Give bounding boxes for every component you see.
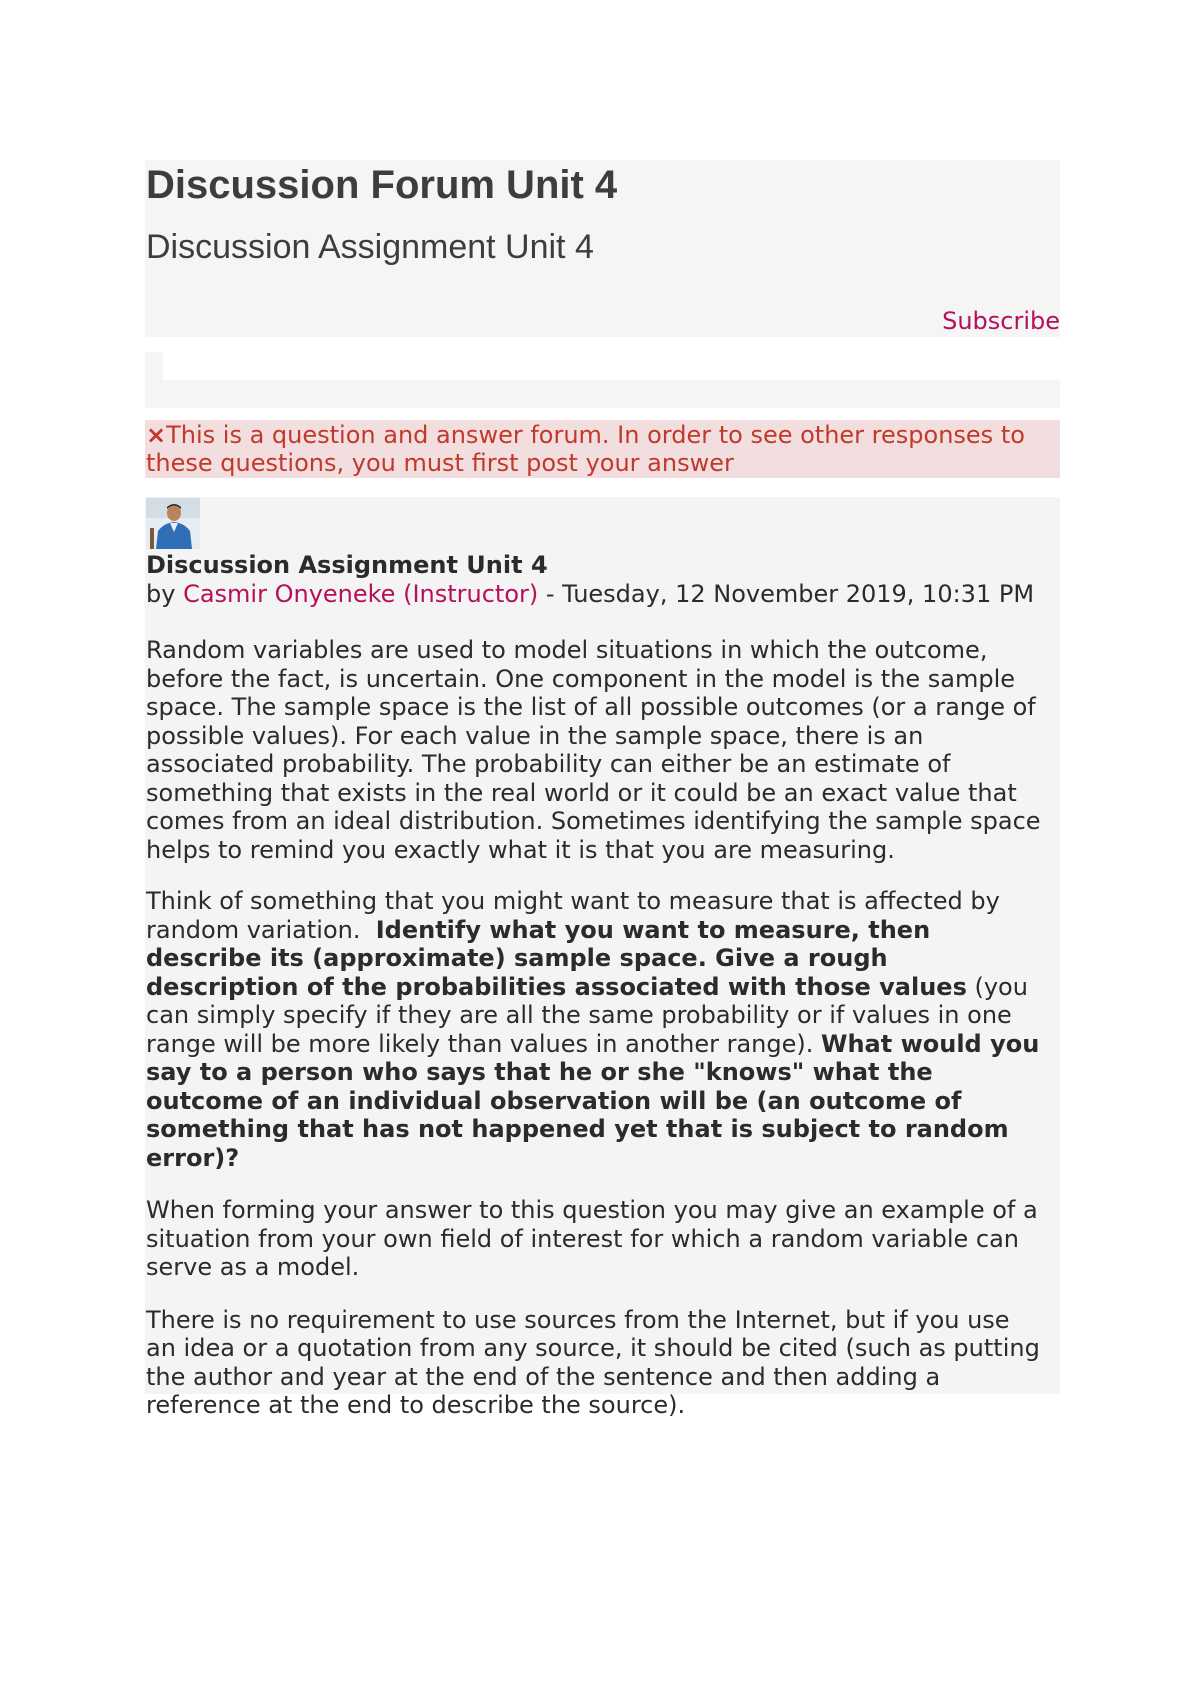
post-paragraph-1: Random variables are used to model situations in which the outcome, before the fact, is uncertain. One component in the model is the sample space. The sample space is the list of all possible outcomes (or a range of possible values). For each value in the sample space, there is an associated probability. The probability can either be an estimate of something that exists in the real world or it could be an exact value that comes from an ideal distribution. Sometimes identifying the sample space helps to remind you exactly what it is that you are measuring. — [146, 636, 1041, 864]
page-title: Discussion Forum Unit 4 — [146, 163, 618, 207]
alert-text: This is a question and answer forum. In order to see other responses to these questions, you must first post your answer — [146, 421, 1025, 477]
post-body — [146, 636, 1060, 1420]
author-link[interactable]: Casmir Onyeneke (Instructor) — [183, 580, 539, 608]
toolbar-strip — [145, 380, 1060, 408]
toolbar-tab — [145, 352, 163, 380]
paragraph-2-bold-1: Identify what you want to measure, then describe its (approximate) sample space. Give a rough description of the probabilities associated with those values — [146, 915, 967, 1001]
by-label: by — [146, 580, 176, 608]
post-byline — [146, 580, 1060, 608]
paragraph-2-text-2: (you can simply specify if they are all the same probability or if values in one range will be more likely than values in another range). — [146, 972, 1036, 1058]
qa-forum-alert — [145, 420, 1060, 478]
discussion-post — [145, 497, 1060, 1419]
post-paragraph-4: There is no requirement to use sources from the Internet, but if you use an idea or a quotation from any source, it should be cited (such as putting the author and year at the end of the sentence and then adding a reference at the end to describe the source). — [146, 1305, 1040, 1419]
subscribe-link[interactable]: Subscribe — [942, 307, 1060, 335]
paragraph-2-bold-2: What would you say to a person who says that he or she "knows" what the outcome of an individual observation will be (an outcome of something that has not happened yet that is subject to random error)? — [146, 1029, 1040, 1172]
post-paragraph-3: When forming your answer to this question you may give an example of a situation from your own field of interest for which a random variable can serve as a model. — [146, 1196, 1038, 1281]
avatar[interactable] — [146, 498, 200, 549]
post-paragraph-2 — [146, 887, 1046, 1172]
date-separator: - — [538, 580, 563, 608]
post-subject: Discussion Assignment Unit 4 — [146, 551, 548, 579]
forum-subtitle: Discussion Assignment Unit 4 — [146, 228, 594, 266]
close-icon[interactable]: × — [146, 421, 167, 449]
post-date: Tuesday, 12 November 2019, 10:31 PM — [562, 580, 1035, 608]
user-photo-icon — [146, 498, 200, 549]
paragraph-2-text-1: Think of something that you might want to measure that is affected by random variation. — [146, 887, 1008, 944]
